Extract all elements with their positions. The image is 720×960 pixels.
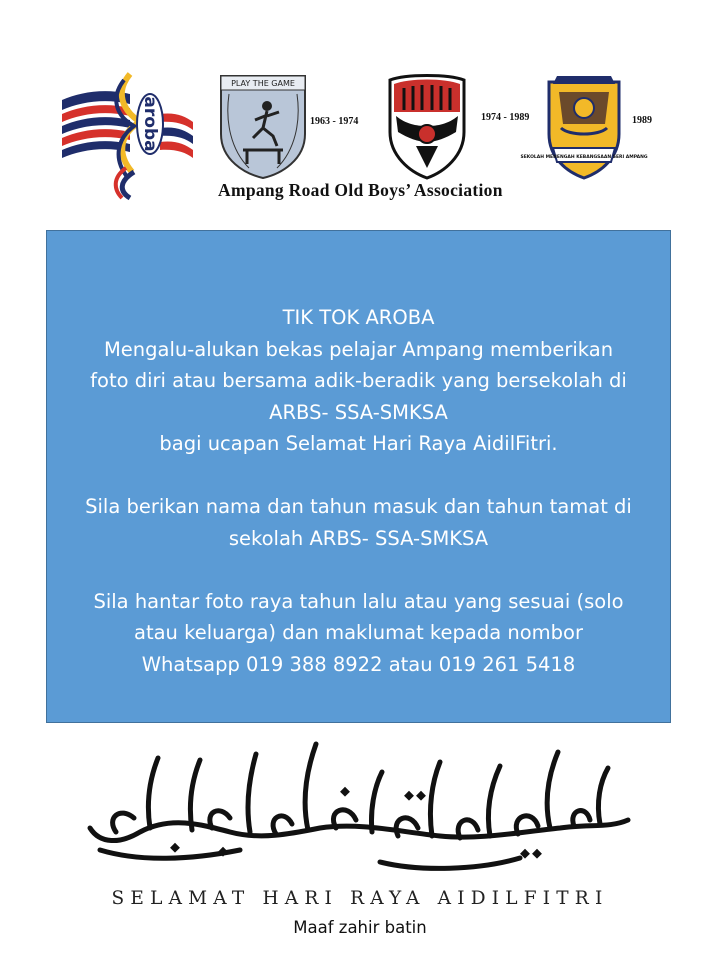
greeting-sub: Maaf zahir batin	[293, 918, 427, 937]
years-label-1: 1963 - 1974	[310, 116, 359, 127]
notice-line: TIK TOK AROBA	[282, 306, 435, 329]
ssa-crest	[386, 72, 468, 180]
notice-line: Mengalu-alukan bekas pelajar Ampang memberikan	[103, 337, 614, 361]
notice-line	[47, 554, 670, 586]
notice-line: atau keluarga) dan maklumat kepada nombor	[134, 621, 583, 644]
notice-line: sekolah ARBS- SSA-SMKSA	[228, 526, 489, 550]
notice-line: Sila hantar foto raya tahun lalu atau yang sesuai (solo	[93, 589, 624, 613]
notice-line: foto diri atau bersama adik-beradik yang bersekolah di	[90, 369, 627, 392]
calligraphy-artwork	[80, 732, 640, 880]
notice-line: ARBS- SSA-SMKSA	[269, 400, 448, 424]
association-name: Ampang Road Old Boys’ Association	[218, 180, 503, 200]
notice-line: bagi ucapan Selamat Hari Raya AidilFitri.	[159, 432, 558, 455]
svg-text:PLAY THE GAME: PLAY THE GAME	[231, 79, 295, 88]
arbs-crest	[217, 72, 309, 180]
greeting-main: SELAMAT HARI RAYA AIDILFITRI	[111, 888, 609, 909]
notice-line: Sila berikan nama dan tahun masuk dan tahun tamat di	[85, 495, 632, 518]
svg-text:aroba: aroba	[140, 96, 160, 152]
notice-line	[47, 460, 670, 492]
svg-text:SEKOLAH MENENGAH KEBANGSAAN SE: SEKOLAH MENENGAH KEBANGSAAN SERI AMPANG	[520, 155, 648, 160]
notice-text	[47, 302, 670, 680]
years-label-2: 1974 - 1989	[481, 112, 530, 123]
aroba-logo	[60, 72, 195, 200]
years-label-3: 1989	[632, 115, 652, 126]
notice-line: Whatsapp 019 388 8922 atau 019 261 5418	[141, 652, 576, 676]
notice-box	[46, 230, 671, 723]
